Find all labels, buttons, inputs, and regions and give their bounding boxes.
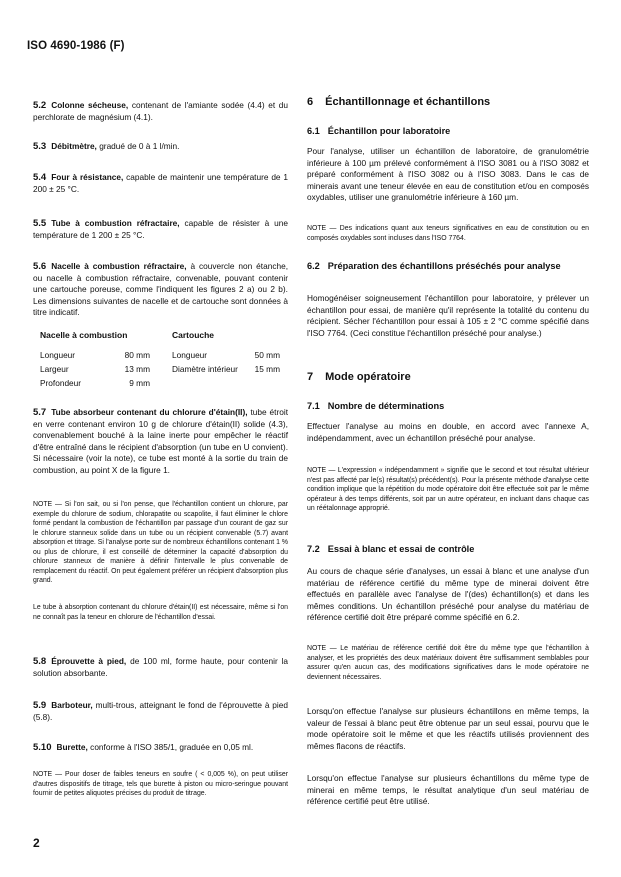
section-5-8 xyxy=(33,656,288,679)
section-title: Burette, xyxy=(56,742,88,752)
section-text: multi-trous, atteignant le fond de l'éprouvette à pied (5.8). xyxy=(33,700,288,722)
note-5-7: NOTE — Si l'on sait, ou si l'on pense, que l'échantillon contient un chlorure, par exemple du chlorure de sodium, chlorapatite ou scapolite, il faut éliminer le chlore formé pendant la combustion de l'échantillon par passage d'un courant de gaz sur le chlorure stanneux solide dans un tube ou un récipient convenable (5.7) avant absorption et titrage. Si l'analyse porte sur de nombreux échantillons contenant 1 % ou plus de chlorure, il est conseillé de déterminer la capacité d'absorption du chlorure stanneux de manière à définir l'intervalle le plus convenable de remplacement du réactif. On peut également préférer un récipient d'absorption plus grand. xyxy=(33,501,288,584)
section-title: Tube à combustion réfractaire, xyxy=(51,218,180,228)
section-5-7 xyxy=(33,407,288,477)
nacelle-heading: Nacelle à combustion xyxy=(40,330,128,340)
dimensions-table xyxy=(40,330,280,392)
table-row xyxy=(40,378,280,392)
section-number: 6.2 xyxy=(307,261,320,271)
section-7-2-heading xyxy=(307,543,474,555)
section-title: Préparation des échantillons préséchés pour analyse xyxy=(327,261,561,271)
dim-label xyxy=(150,378,251,392)
note-5-10: NOTE — Pour doser de faibles teneurs en soufre ( < 0,005 %), on peut utiliser d'autres dispositifs de titrage, tels que burette à piston ou micro-seringue pouvant fournir de petites aliquotes précises du produit de titrage. xyxy=(33,771,288,797)
section-number: 5.3 xyxy=(33,141,47,152)
section-title: Tube absorbeur contenant du chlorure d'étain(II), xyxy=(51,407,248,417)
paragraph-7-2-b: Lorsqu'on effectue l'analyse sur plusieurs échantillons en même temps, la valeur de l'essai à blanc peut être obtenue par un seul essai, pourvu que le mode opératoire soit le même et que les réactifs utilisés proviennent des mêmes flacons de réactifs. xyxy=(307,706,589,751)
page-number: 2 xyxy=(33,836,40,850)
section-title: Nacelle à combustion réfractaire, xyxy=(51,261,187,271)
section-number: 5.8 xyxy=(33,656,47,667)
document-header: ISO 4690-1986 (F) xyxy=(27,40,125,52)
section-text: tube étroit en verre contenant environ 10 g de chlorure d'étain(II) solide (4.3), convenablement bouché à la laine inerte pour empêcher le réactif d'être entraîné dans le récipient d'absorption (un tube en U convient). Si nécessaire (voir la note), ce tube est monté à la sortie du train de combustion, au point X de la figure 1. xyxy=(33,407,289,475)
dim-value: 13 mm xyxy=(124,364,150,374)
section-5-5 xyxy=(33,218,288,241)
section-title: Nombre de déterminations xyxy=(327,401,445,411)
table-row xyxy=(40,364,280,378)
section-title: Colonne sécheuse, xyxy=(51,100,129,110)
section-7-1-heading xyxy=(307,400,444,412)
dim-value: 9 mm xyxy=(129,378,150,388)
paragraph-7-2-c: Lorsqu'on effectue l'analyse sur plusieurs échantillons du même type de minerai en même temps, le résultat analytique d'un seul matériau de référence certifié peut être utilisé. xyxy=(307,773,589,807)
section-text: contenant de l'amiante sodée (4.4) et du perchlorate de magnésium (4.1). xyxy=(33,100,289,122)
dim-label: Profondeur xyxy=(40,378,82,388)
dim-value xyxy=(251,378,280,392)
note-5-7-b: Le tube à absorption contenant du chlorure d'étain(II) est nécessaire, même si l'on ne connaît pas la teneur en chlorure de l'échantillon d'essai. xyxy=(33,604,288,621)
dim-label: Longueur xyxy=(172,350,208,360)
dim-label: Diamètre intérieur xyxy=(172,364,238,374)
section-5-9 xyxy=(33,700,288,723)
note-6-1: NOTE — Des indications quant aux teneurs significatives en eau de constitution ou en composés oxydables sont incluses dans l'ISO 7764. xyxy=(307,225,589,242)
section-5-6 xyxy=(33,261,288,319)
section-6-1-text: Pour l'analyse, utiliser un échantillon de laboratoire, de granulométrie inférieure à 100 µm prélevé conformément à l'ISO 3081 ou à l'ISO 3082 et préparé conformément à l'ISO 3082 ou à l'ISO 3083. Dans le cas de minerais avant une teneur élevée en eau de constitution et/ou en composés oxydables, utiliser une granulométrie inférieure à 160 µm. xyxy=(307,146,589,203)
dim-value: 15 mm xyxy=(254,364,280,374)
section-number: 6.1 xyxy=(307,126,320,136)
section-title: Échantillonnage et échantillons xyxy=(325,96,491,108)
section-text: capable de maintenir une température de 1 200 ± 25 °C. xyxy=(33,172,288,194)
cartouche-heading: Cartouche xyxy=(172,330,215,340)
section-number: 5.6 xyxy=(33,261,47,272)
section-5-3 xyxy=(33,141,288,153)
dim-label: Largeur xyxy=(40,364,69,374)
dim-value: 80 mm xyxy=(124,350,150,360)
section-number: 5.4 xyxy=(33,172,47,183)
section-title: Échantillon pour laboratoire xyxy=(327,126,451,136)
section-6-1-heading xyxy=(307,125,450,137)
section-text: gradué de 0 à 1 l/min. xyxy=(99,141,180,151)
section-number: 5.7 xyxy=(33,407,47,418)
section-title: Débitmètre, xyxy=(51,141,97,151)
section-text: conforme à l'ISO 385/1, graduée en 0,05 ml. xyxy=(90,742,254,752)
section-title: Éprouvette à pied, xyxy=(51,656,127,666)
table-row xyxy=(40,350,280,364)
section-title: Mode opératoire xyxy=(325,371,411,383)
section-number: 7.2 xyxy=(307,544,320,554)
section-number: 7 xyxy=(307,371,314,383)
dim-label: Longueur xyxy=(40,350,76,360)
section-5-4 xyxy=(33,172,288,195)
section-6-heading xyxy=(307,96,490,108)
section-text: à couvercle non étanche, ou nacelle à combustion réfractaire, convenable, pouvant contenir une cartouche poreuse, comme l'indiquent les figures 2 a) ou 2 b). Les dimensions suivantes de nacelle et de cartouche sont données à titre indicatif. xyxy=(33,261,289,318)
section-number: 5.2 xyxy=(33,100,47,111)
section-5-2 xyxy=(33,100,288,123)
section-title: Barboteur, xyxy=(51,700,93,710)
section-7-heading xyxy=(307,371,411,383)
section-number: 5.9 xyxy=(33,700,47,711)
section-6-2-heading xyxy=(307,260,589,272)
note-7-1: NOTE — L'expression « indépendamment » signifie que le second et tout résultat ultérieur n'est pas affecté par le(s) résultat(s) précédent(s). Pour la présente méthode d'analyse cette condition implique que la répétition du mode opératoire doit être effectuée soit par le même opérateur à des temps différents, soit par un autre opérateur, en incluant dans chaque cas un réétalonnage approprié. xyxy=(307,467,589,512)
section-5-10 xyxy=(33,742,288,754)
section-number: 5.10 xyxy=(33,742,52,753)
section-text: de 100 ml, forme haute, pour contenir la solution absorbante. xyxy=(33,656,289,678)
section-number: 5.5 xyxy=(33,218,47,229)
section-title: Essai à blanc et essai de contrôle xyxy=(327,544,475,554)
dim-value: 50 mm xyxy=(254,350,280,360)
section-6-2-text: Homogénéiser soigneusement l'échantillon pour laboratoire, y prélever un échantillon pour essai, de manière qu'il représente la totalité du contenu du récipient. Sécher l'échantillon pour essai à 105 ± 2 °C comme spécifié dans l'ISO 7764. (Ceci constitue l'échantillon préséché pour analyse.) xyxy=(307,293,589,338)
section-7-1-text: Effectuer l'analyse au moins en double, en accord avec l'annexe A, indépendamment, avec un échantillon préséché pour analyse. xyxy=(307,421,589,443)
section-title: Four à résistance, xyxy=(51,172,124,182)
note-7-2: NOTE — Le matériau de référence certifié doit être du même type que l'échantillon à analyser, et les propriétés des deux matériaux doivent être suffisamment semblables pour assurer qu'en aucun cas, des modifications significatives dans le mode opératoire ne deviennent nécessaires. xyxy=(307,645,589,681)
section-number: 7.1 xyxy=(307,401,320,411)
section-7-2-text: Au cours de chaque série d'analyses, un essai à blanc et une analyse d'un matériau de référence certifié du même type de minerai doivent être effectués en parallèle avec l'analyse de l'(des) échantillon(s) et dans les mêmes conditions. Un échantillon préséché pour analyse du matériau de référence certifié doit être préparé comme spécifié en 6.2. xyxy=(307,566,589,623)
section-number: 6 xyxy=(307,96,314,108)
section-text: capable de résister à une température de 1 200 ± 25 °C. xyxy=(33,218,288,240)
